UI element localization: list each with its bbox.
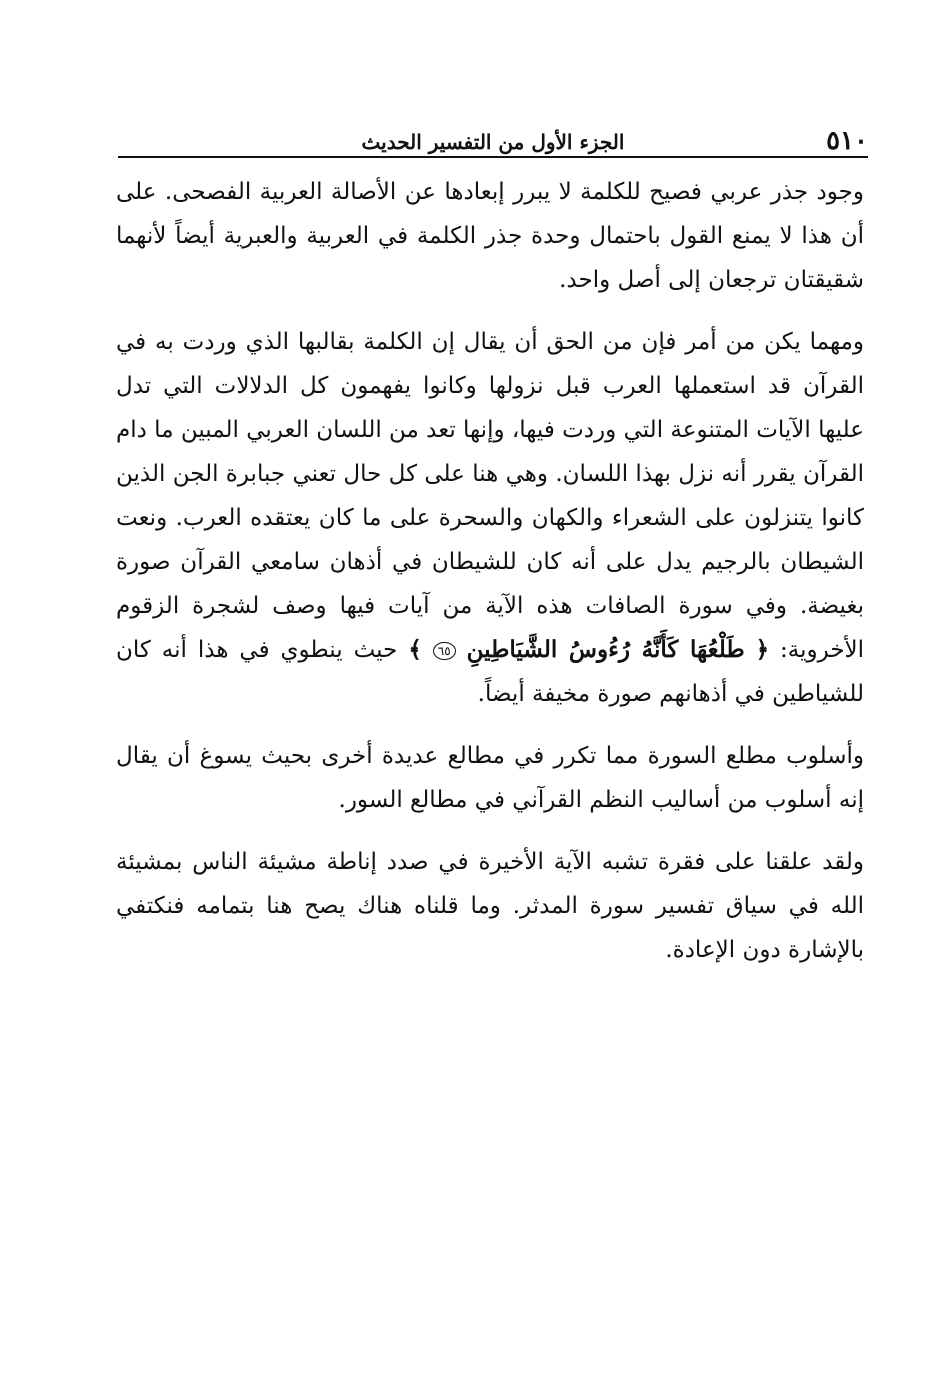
- quran-verse: طَلْعُهَا كَأَنَّهُ رُءُوسُ الشَّيَاطِينِ: [466, 636, 745, 663]
- paragraph-1: وجود جذر عربي فصيح للكلمة لا يبرر إبعادها عن الأصالة العربية الفصحى. على أن هذا لا يمنع القول باحتمال وحدة جذر الكلمة في العربية والعبرية أيضاً لأنهما شقيقتان ترجعان إلى أصل واحد.: [116, 179, 864, 293]
- paragraph-2-intro: ومهما يكن من أمر فإن من الحق أن يقال إن الكلمة بقالبها الذي وردت به في القرآن قد استعملها العرب قبل نزولها وكانوا يفهمون كل الدلالات التي تدل عليها الآيات المتنوعة التي وردت فيها، وإنها تعد من اللسان العربي المبين ما دام القرآن يقرر أنه نزل بهذا اللسان. وهي هنا على كل حال تعني جبابرة الجن الذين كانوا يتنزلون على الشعراء والكهان والسحرة على ما كان يعتقده العرب. ونعت الشيطان بالرجيم يدل على أنه كان للشيطان في أذهان سامعي القرآن صورة بغيضة. وفي سورة الصافات هذه الآية من آيات فيها وصف لشجرة الزقوم الأخروية:: [116, 329, 865, 663]
- ayah-number-marker: ٦٥: [433, 642, 456, 660]
- paragraph-2-outro: حيث ينطوي في هذا أنه كان للشياطين في أذهانهم صورة مخيفة أيضاً.: [116, 637, 864, 707]
- paragraph-4: ولقد علقنا على فقرة تشبه الآية الأخيرة في صدد إناطة مشيئة الناس بمشيئة الله في سياق تفسير سورة المدثر. وما قلناه هناك يصح هنا بتمامه فنكتفي بالإشارة دون الإعادة.: [116, 849, 864, 963]
- quran-bracket-open: ﴿: [755, 636, 770, 663]
- page-header: [118, 118, 868, 154]
- page-number: ٥١٠: [826, 126, 868, 156]
- paragraph-3: وأسلوب مطلع السورة مما تكرر في مطالع عديدة أخرى بحيث يسوغ أن يقال إنه أسلوب من أساليب النظم القرآني في مطالع السور.: [116, 743, 864, 813]
- running-header-title: الجزء الأول من التفسير الحديث: [361, 130, 625, 154]
- header-divider: [118, 156, 868, 158]
- page-body: [116, 170, 864, 972]
- quran-bracket-close: ﴾: [408, 636, 422, 663]
- paragraph-2: [116, 320, 864, 716]
